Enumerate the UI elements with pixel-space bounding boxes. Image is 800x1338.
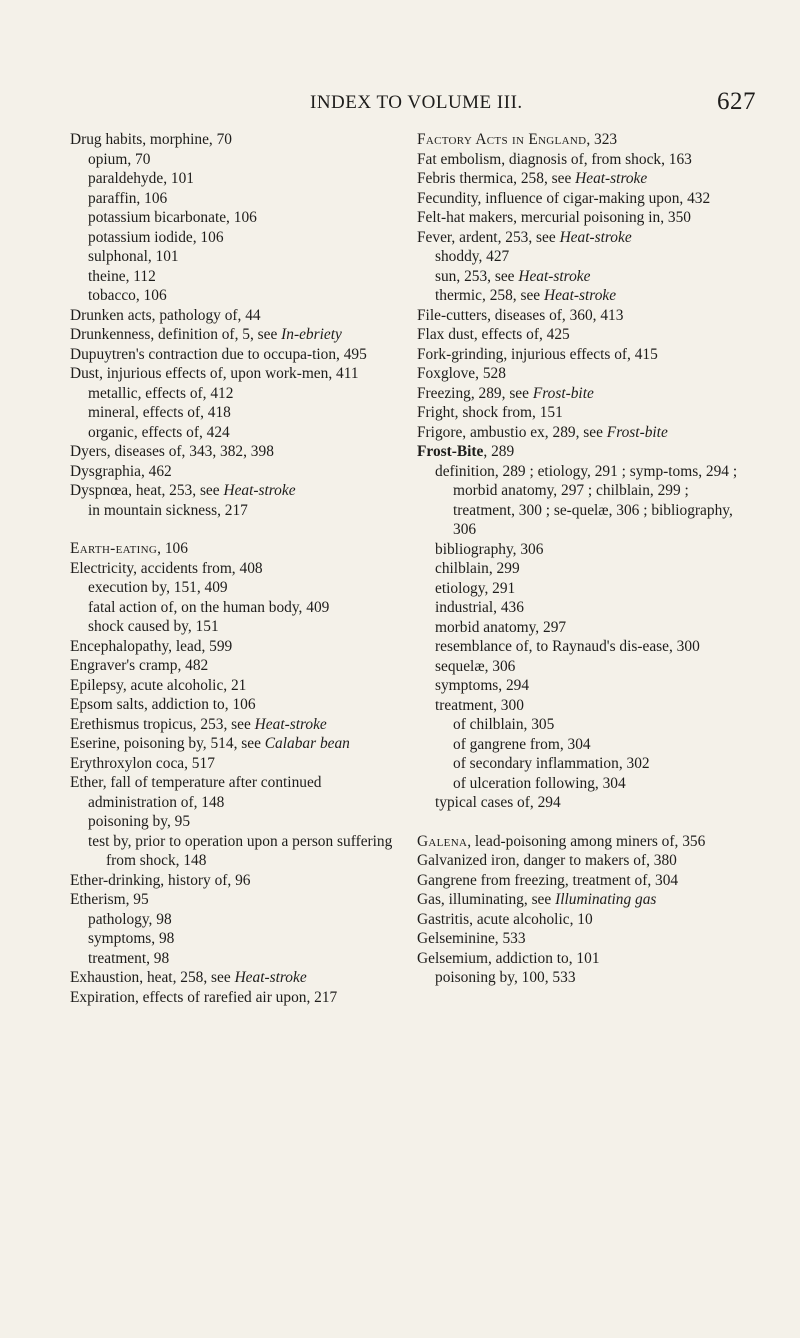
index-entry-text: etiology, 291 [435, 579, 516, 597]
index-entry [70, 598, 396, 618]
index-entry [417, 150, 747, 170]
index-entry-text: Epsom salts, addiction to, 106 [70, 696, 256, 713]
index-entry-text: shoddy, 427 [435, 248, 510, 265]
index-entry [417, 968, 747, 988]
index-entry-text: Flax dust, effects of, 425 [417, 326, 570, 343]
index-entry [417, 130, 747, 150]
index-entry [70, 189, 396, 209]
index-entry-text: Ether, fall of temperature after continued administration of, 148 [70, 774, 322, 811]
index-entry [417, 325, 747, 345]
index-entry-text: definition, 289 ; etiology, 291 ; symp-toms, 294 ; morbid anatomy, 297 ; chilblain, 299 ; treatment, 300 ; se-quelæ, 306 ; bibliography, 306 [435, 462, 738, 538]
index-entry-text: , 323 [586, 131, 618, 148]
index-entry-text: theine, 112 [88, 267, 156, 285]
index-entry [417, 910, 747, 930]
index-entry [417, 793, 747, 813]
index-entry [70, 286, 396, 306]
index-entry-text: Gas, illuminating, see [417, 891, 556, 908]
index-entry [417, 189, 747, 209]
index-entry-text: of ulceration following, 304 [453, 774, 626, 792]
index-entry-text: resemblance of, to Raynaud's dis-ease, 300 [435, 638, 700, 655]
index-entry-text: treatment, 98 [88, 949, 170, 967]
index-entry [417, 735, 747, 755]
index-entry-text: , 289 [483, 443, 515, 460]
index-entry [70, 481, 396, 501]
index-entry-text: Heat-stroke [254, 715, 327, 733]
page-number: 627 [717, 88, 756, 115]
index-entry [70, 462, 396, 482]
index-entry-text: Heat-stroke [575, 170, 648, 187]
index-entry-text: Drunkenness, definition of, 5, see [70, 326, 282, 343]
index-entry [70, 501, 396, 521]
index-entry-text: paraffin, 106 [88, 189, 168, 207]
index-entry-text: opium, 70 [88, 150, 151, 168]
index-entry-text: bibliography, 306 [435, 540, 544, 558]
index-entry-text: Gangrene from freezing, treatment of, 304 [417, 871, 679, 889]
index-entry [70, 637, 396, 657]
index-entry [70, 384, 396, 404]
index-entry-text: poisoning by, 95 [88, 813, 191, 830]
index-entry [70, 617, 396, 637]
index-entry [70, 208, 396, 228]
index-entry-text: Dyers, diseases of, 343, 382, 398 [70, 443, 274, 460]
index-entry-text: of chilblain, 305 [453, 716, 555, 733]
index-entry [70, 695, 396, 715]
index-entry-text: Erythroxylon coca, 517 [70, 754, 215, 772]
index-entry [417, 384, 747, 404]
index-entry [417, 228, 747, 248]
index-entry [417, 774, 747, 794]
index-entry-text: Heat-stroke [543, 287, 617, 304]
index-entry-text: industrial, 436 [435, 599, 524, 616]
index-entry-text: Febris thermica, 258, see [417, 170, 576, 187]
index-entry [417, 267, 747, 287]
index-entry [417, 676, 747, 696]
index-entry [70, 228, 396, 248]
index-entry [70, 715, 396, 735]
index-entry-text: Expiration, effects of rarefied air upon, 217 [70, 988, 338, 1006]
index-entry [70, 949, 396, 969]
index-entry-text: Heat-stroke [559, 228, 632, 246]
index-entry-text: Galena [417, 832, 468, 850]
index-entry [70, 247, 396, 267]
index-entry [70, 345, 396, 365]
index-entry-text: test by, prior to operation upon a person suffering from shock, 148 [88, 832, 393, 869]
index-entry-text: mineral, effects of, 418 [88, 404, 231, 421]
index-entry-text: Factory Acts in England [417, 131, 587, 148]
index-entry-text: typical cases of, 294 [435, 794, 561, 811]
index-entry [417, 579, 747, 599]
index-entry-text: Heat-stroke [234, 969, 307, 986]
index-entry-text: in mountain sickness, 217 [88, 501, 248, 519]
index-entry [70, 929, 396, 949]
index-entry-text: Erethismus tropicus, 253, see [70, 715, 255, 733]
index-entry [70, 423, 396, 443]
index-entry [417, 462, 747, 540]
index-entry-text: Frost-Bite [417, 443, 484, 460]
index-entry [70, 773, 396, 812]
index-entry [70, 442, 396, 462]
index-entry-text: Engraver's cramp, 482 [70, 657, 209, 674]
index-entry-text: thermic, 258, see [435, 287, 544, 304]
index-entry-text: chilblain, 299 [435, 560, 520, 577]
index-entry [417, 540, 747, 560]
index-entry-text: File-cutters, diseases of, 360, 413 [417, 306, 624, 324]
index-entry [70, 306, 396, 326]
index-entry-text: Drunken acts, pathology of, 44 [70, 306, 261, 324]
index-entry-text: Dysgraphia, 462 [70, 462, 172, 480]
index-entry-text: Freezing, 289, see [417, 384, 533, 402]
index-entry-text: Drug habits, morphine, 70 [70, 131, 233, 148]
index-entry [70, 754, 396, 774]
index-entry [417, 890, 747, 910]
index-entry [70, 403, 396, 423]
index-entry [417, 715, 747, 735]
index-entry [417, 949, 747, 969]
index-entry-text: Frost-bite [606, 423, 668, 441]
index-entry [417, 929, 747, 949]
index-entry [70, 910, 396, 930]
index-entry-text: poisoning by, 100, 533 [435, 969, 576, 986]
index-entry [417, 442, 747, 462]
index-entry-text: sulphonal, 101 [88, 248, 179, 265]
index-entry-text: Gelseminine, 533 [417, 930, 526, 947]
index-entry-text: Eserine, poisoning by, 514, see [70, 735, 265, 752]
index-entry-text: symptoms, 98 [88, 930, 175, 947]
index-entry-text: Calabar bean [264, 735, 350, 752]
index-entry-text: Foxglove, 528 [417, 365, 506, 382]
index-entry-text: Encephalopathy, lead, 599 [70, 637, 233, 655]
index-entry [417, 851, 747, 871]
index-entry-text: Dyspnœa, heat, 253, see [70, 482, 224, 499]
index-entry-text: morbid anatomy, 297 [435, 618, 567, 636]
index-entry [70, 676, 396, 696]
index-entry [417, 559, 747, 579]
index-entry [70, 734, 396, 754]
index-entry-text: Heat-stroke [223, 482, 296, 499]
index-entry [70, 578, 396, 598]
index-entry-text: paraldehyde, 101 [88, 170, 194, 187]
index-entry-text: tobacco, 106 [88, 287, 167, 304]
index-entry-text: Dupuytren's contraction due to occupa-tion, 495 [70, 345, 367, 363]
index-entry [417, 403, 747, 423]
index-entry-text: Ether-drinking, history of, 96 [70, 871, 251, 889]
index-entry [70, 812, 396, 832]
index-entry [417, 286, 747, 306]
index-entry-text: Felt-hat makers, mercurial poisoning in, 350 [417, 209, 691, 226]
running-title: INDEX TO VOLUME III. [310, 92, 523, 113]
index-entry [417, 754, 747, 774]
index-entry-text: In-ebriety [281, 326, 342, 343]
index-entry [70, 267, 396, 287]
index-column-right [417, 130, 747, 988]
index-entry [70, 890, 396, 910]
index-entry-text: Epilepsy, acute alcoholic, 21 [70, 676, 247, 694]
index-entry [417, 696, 747, 716]
index-entry-text: Heat-stroke [518, 267, 591, 285]
index-entry-text: Fright, shock from, 151 [417, 404, 563, 421]
index-entry-text: Etherism, 95 [70, 891, 149, 908]
index-entry-text: Exhaustion, heat, 258, see [70, 969, 235, 986]
index-entry [417, 657, 747, 677]
index-entry-text: Fork-grinding, injurious effects of, 415 [417, 345, 658, 363]
index-entry [417, 598, 747, 618]
index-entry [70, 968, 396, 988]
index-entry-text: Illuminating gas [555, 891, 657, 908]
index-entry [70, 325, 396, 345]
index-column-left [70, 130, 396, 1007]
index-entry [417, 618, 747, 638]
index-entry [70, 169, 396, 189]
index-entry-text: Fever, ardent, 253, see [417, 228, 560, 246]
index-entry-text: potassium iodide, 106 [88, 228, 224, 246]
index-entry-text: of gangrene from, 304 [453, 735, 591, 753]
index-entry-text: treatment, 300 [435, 696, 524, 714]
index-entry [70, 871, 396, 891]
index-entry-text: Galvanized iron, danger to makers of, 380 [417, 852, 677, 869]
index-entry-text: pathology, 98 [88, 910, 172, 928]
index-entry-text: Gelsemium, addiction to, 101 [417, 949, 600, 967]
index-entry-text: Fecundity, influence of cigar-making upon, 432 [417, 189, 711, 207]
index-entry-text: Dust, injurious effects of, upon work-men, 411 [70, 365, 359, 382]
index-entry [417, 364, 747, 384]
index-entry-text: execution by, 151, 409 [88, 579, 228, 596]
index-entry [417, 169, 747, 189]
index-entry [70, 364, 396, 384]
index-entry-text: organic, effects of, 424 [88, 423, 230, 441]
index-entry-text: , 106 [157, 540, 188, 557]
index-entry-text: metallic, effects of, 412 [88, 384, 234, 402]
index-entry-text: fatal action of, on the human body, 409 [88, 598, 330, 616]
index-entry-text: Frost-bite [532, 384, 594, 402]
index-entry [70, 832, 396, 871]
index-entry-text: sequelæ, 306 [435, 657, 516, 675]
index-entry [417, 345, 747, 365]
index-entry-text: of secondary inflammation, 302 [453, 755, 650, 772]
index-entry [417, 208, 747, 228]
index-entry-text: Fat embolism, diagnosis of, from shock, 163 [417, 150, 692, 168]
index-entry [70, 130, 396, 150]
index-entry [417, 247, 747, 267]
index-entry-text: Frigore, ambustio ex, 289, see [417, 423, 607, 441]
index-entry [70, 988, 396, 1008]
index-entry [417, 423, 747, 443]
index-entry-text: symptoms, 294 [435, 677, 530, 694]
index-entry-text: Earth-eating [70, 540, 158, 557]
index-entry [417, 871, 747, 891]
index-entry-text: , lead-poisoning among miners of, 356 [467, 832, 706, 850]
index-entry [70, 150, 396, 170]
index-entry [70, 539, 396, 559]
index-entry [417, 306, 747, 326]
index-entry-text: sun, 253, see [435, 267, 519, 285]
index-entry-text: Electricity, accidents from, 408 [70, 559, 263, 577]
index-entry-text: shock caused by, 151 [88, 618, 219, 635]
index-entry [70, 559, 396, 579]
index-entry [417, 637, 747, 657]
index-entry [70, 656, 396, 676]
index-entry [417, 832, 747, 852]
index-entry-text: potassium bicarbonate, 106 [88, 209, 257, 226]
index-entry-text: Gastritis, acute alcoholic, 10 [417, 910, 593, 928]
